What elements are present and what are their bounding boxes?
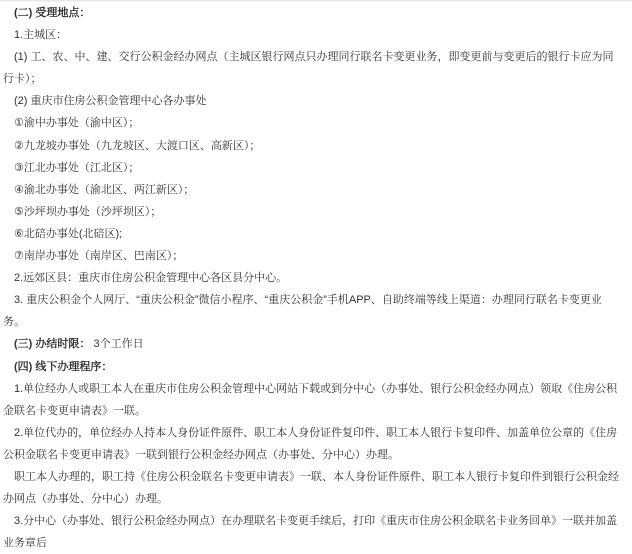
paragraph: (2) 重庆市住房公积金管理中心各办事处 — [14, 95, 207, 108]
paragraph: 职工本人办理的，职工持《住房公积金联名卡变更申请表》一联、本人身份证件原件、职工本人银行卡复印件到银行公积金经办网点（办事处、分中心）办理。 — [3, 470, 619, 506]
paragraph: (1) 工、农、中、建、交行公积金经办网点（主城区银行网点只办理同行联名卡变更业务，即变更前与变更后的银行卡应为同行卡）； — [3, 51, 614, 86]
list-item: ②九龙坡办事处（九龙坡区、大渡口区、高新区）； — [14, 139, 261, 152]
list-item: ④渝北办事处（渝北区、两江新区）； — [14, 183, 195, 196]
paragraph: 3. 重庆公积金个人网厅、“重庆公积金”微信小程序、“重庆公积金”手机APP、自助终端等线上渠道：办理同行联名卡变更业务。 — [3, 294, 602, 329]
paragraph: 2.单位代办的，单位经办人持本人身份证件原件、职工本人身份证件复印件、职工本人银行卡复印件、加盖单位公章的《住房公积金联名卡变更申请表》一联到银行公积金经办网点（办事处、分中心）办理。 — [3, 426, 618, 461]
section-heading-label: (三) 办结时限： — [14, 338, 91, 351]
list-item: ①渝中办事处（渝中区）； — [14, 117, 140, 130]
section-heading: (四) 线下办理程序： — [14, 360, 113, 373]
paragraph: 2.远郊区县：重庆市住房公积金管理中心各区县分中心。 — [14, 272, 288, 285]
paragraph: 3.分中心（办事处、银行公积金经办网点）在办理联名卡变更手续后，打印《重庆市住房公积金联名卡业务回单》一联并加盖业务章后 — [3, 515, 618, 550]
list-item: ⑤沙坪坝办事处（沙坪坝区）； — [14, 205, 162, 218]
section-heading: (二) 受理地点： — [14, 7, 91, 19]
list-item: ③江北办事处（江北区）； — [14, 161, 140, 174]
section-heading-inline — [3, 333, 622, 355]
document-body — [0, 2, 632, 554]
list-item: ⑥北碚办事处(北碚区); — [14, 227, 123, 240]
section-heading-value: 3个工作日 — [90, 338, 144, 351]
paragraph: 1.主城区： — [14, 29, 68, 42]
paragraph: 1.单位经办人或职工本人在重庆市住房公积金管理中心网站下载或到分中心（办事处、银行公积金经办网点）领取《住房公积金联名卡变更申请表》一联。 — [3, 382, 618, 417]
list-item: ⑦南岸办事处（南岸区、巴南区）； — [14, 250, 184, 263]
